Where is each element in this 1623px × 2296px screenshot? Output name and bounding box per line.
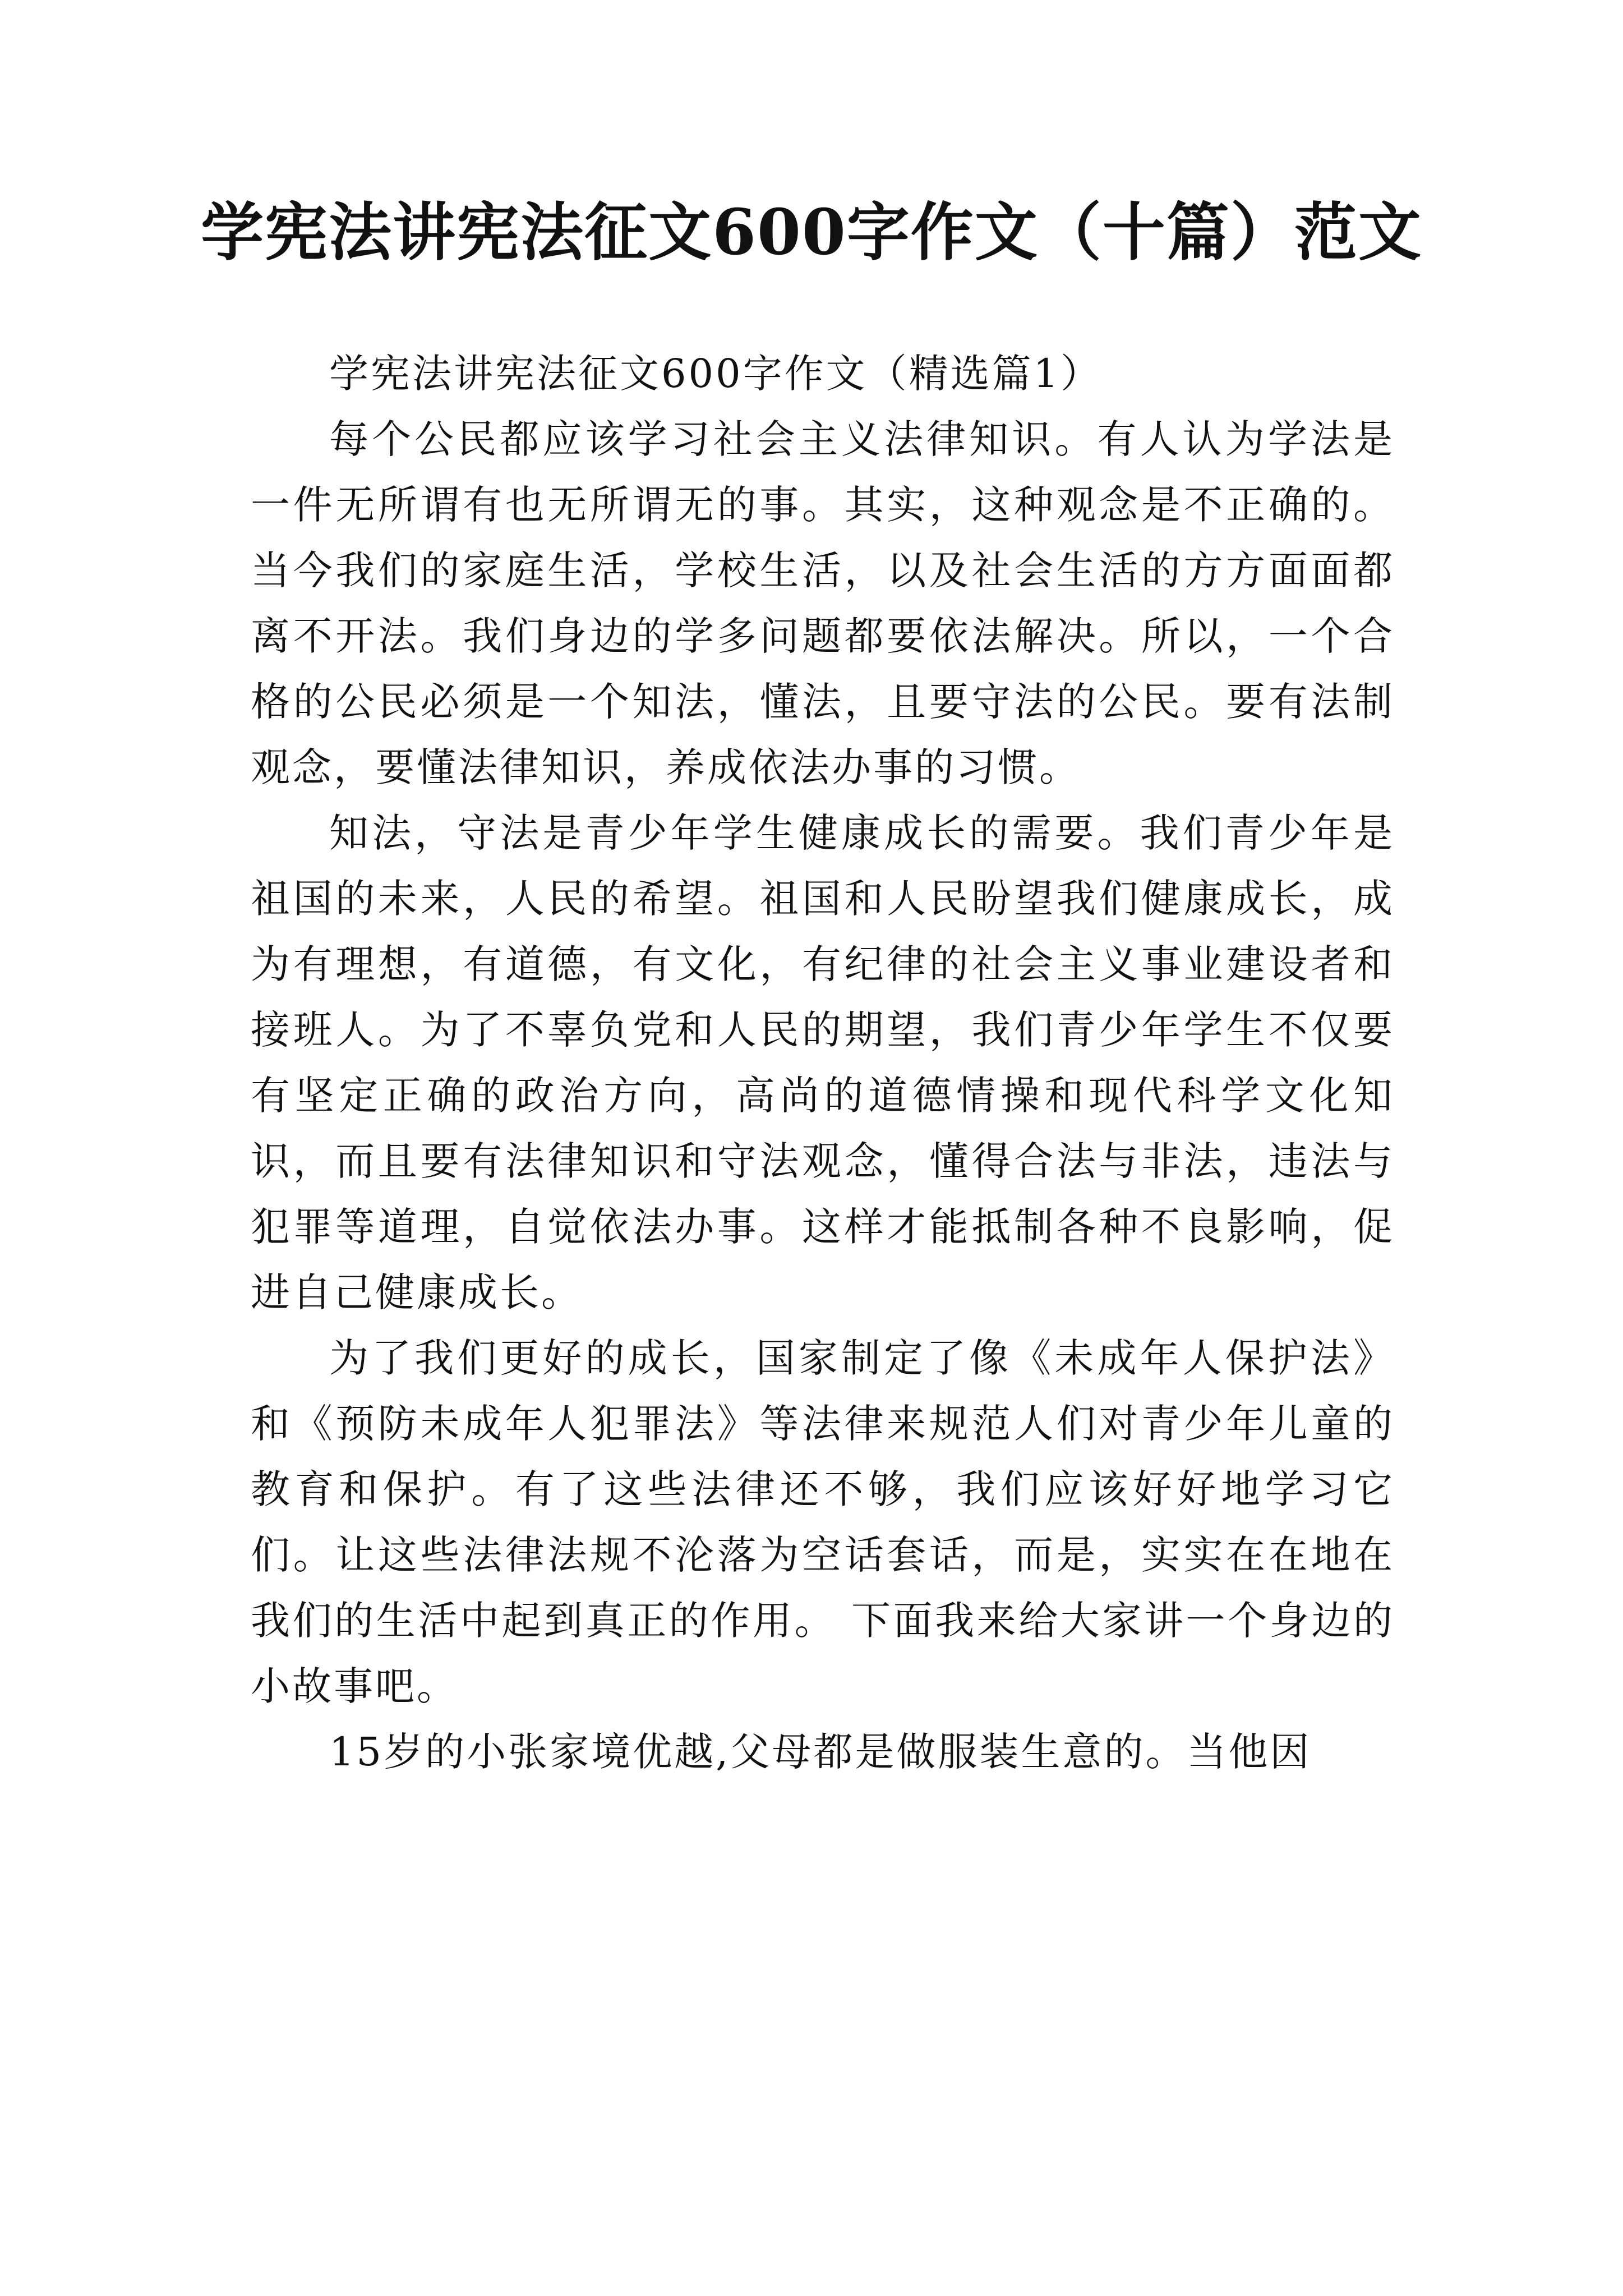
paragraph: 为了我们更好的成长，国家制定了像《未成年人保护法》和《预防未成年人犯罪法》等法律来规范人们对青少年儿童的教育和保护。有了这些法律还不够，我们应该好好地学习它们。让这些法律法规不沦落为空话套话，而是，实实在在地在我们的生活中起到真正的作用。 下面我来给大家讲一个身边的小故事吧。 xyxy=(251,1335,1395,1709)
paragraph-heading: 学宪法讲宪法征文600字作文（精选篇1） xyxy=(329,351,1103,397)
paragraph: 15岁的小张家境优越,父母都是做服装生意的。当他因 xyxy=(329,1729,1312,1775)
document-title: 学宪法讲宪法征文600字作文（十篇）范文 xyxy=(201,196,1422,269)
document-body xyxy=(251,341,1395,1785)
paragraph: 每个公民都应该学习社会主义法律知识。有人认为学法是一件无所谓有也无所谓无的事。其实，这种观念是不正确的。当今我们的家庭生活，学校生活，以及社会生活的方方面面都离不开法。我们身边的学多问题都要依法解决。所以，一个合格的公民必须是一个知法，懂法，且要守法的公民。要有法制观念，要懂法律知识，养成依法办事的习惯。 xyxy=(251,416,1395,790)
paragraph: 知法，守法是青少年学生健康成长的需要。我们青少年是祖国的未来，人民的希望。祖国和人民盼望我们健康成长，成为有理想，有道德，有文化，有纪律的社会主义事业建设者和接班人。为了不辜负党和人民的期望，我们青少年学生不仅要有坚定正确的政治方向，高尚的道德情操和现代科学文化知识，而且要有法律知识和守法观念，懂得合法与非法，违法与犯罪等道理，自觉依法办事。这样才能抵制各种不良影响，促进自己健康成长。 xyxy=(251,810,1395,1315)
